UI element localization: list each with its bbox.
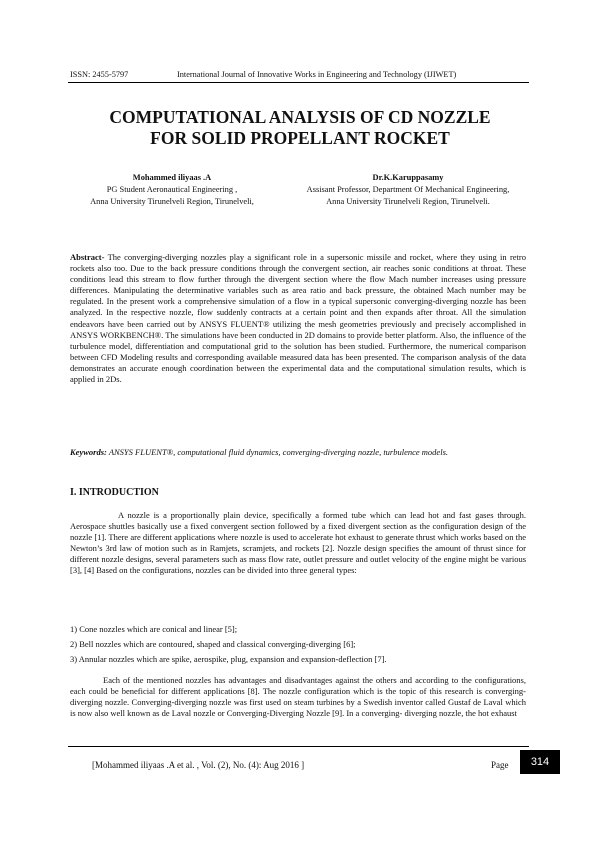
abstract-text: The converging-diverging nozzles play a significant role in a supersonic missile and rocket, where they using in retro rockets also too. Due to the back pressure conditions through the convergent section, air reaches sonic conditions at throat. These conditions lead this stream to flow further through the divergent section where the flow Mach number increases using pressure differences. Manipulating the determinative variables such as area ratio and back pressure, the obtained Mach number may be regulated. In the present work a comprehensive simulation of a flow in a typical supersonic converging-diverging nozzle has been analyzed. In the respective nozzle, flow suddenly contracts at a certain point and then expands after throat. All the simulation endeavors have been carried out by ANSYS FLUENT® utilizing the mesh geometries previously and precisely accomplished in ANSYS WORKBENCH®. The simulations have been conducted in 2D domains to provide better platform. Also, the influence of the turbulence model, differentiation and computational grid to the solution has been studied. Furthermore, the numerical comparison between CFD Modeling results and corresponding available measured data has been presented. The comparison analysis of the data demonstrates an accurate enough coordination between the experimental data and the computational simulation results, which is applied in 2Ds. bbox=[70, 252, 526, 385]
author-name: Mohammed iliyaas .A bbox=[132, 173, 212, 182]
keywords-label: Keywords: bbox=[70, 447, 107, 457]
issn: ISSN: 2455-5797 bbox=[70, 70, 129, 79]
keywords bbox=[70, 447, 526, 458]
abstract-label: Abstract- bbox=[70, 252, 105, 262]
intro-paragraph-1-text: A nozzle is a proportionally plain device, specifically a formed tube which can lead hot and fast gases through. Aerospace shuttles basically use a fixed convergent section followed by a fixed divergent section as the configuration design of the nozzle [1]. There are different applications where nozzle is used to accelerate hot exhaust to generate thrust which works based on the Newton’s 3rd law of motion such as in Ramjets, scramjets, and rockets [2]. Nozzle design specifies the amount of thrust since for different nozzle designs, several parameters such as mass flow rate, outlet pressure and outlet velocity of the engine might be various [3], [4] Based on the configurations, nozzles can be divided into three general types: bbox=[70, 510, 526, 576]
list-item: 2) Bell nozzles which are contoured, shaped and classical converging-diverging [6]; bbox=[70, 638, 356, 649]
page-number-box bbox=[520, 750, 560, 774]
list-item: 1) Cone nozzles which are conical and linear [5]; bbox=[70, 624, 238, 634]
intro-paragraph-2-text: Each of the mentioned nozzles has advantages and disadvantages against the others and according to the configurations, each could be beneficial for different applications [8]. The nozzle configuration which is the topic of this research is converging-diverging nozzle. Converging-diverging nozzle was first used on steam turbines by a Swedish inventor called Gustaf de Laval which is now also well known as de Laval nozzle or Converging-Diverging Nozzle [9]. In a converging- diverging nozzle, the hot exhaust bbox=[70, 675, 526, 719]
author-name: Dr.K.Karuppasamy bbox=[372, 173, 444, 182]
author-block-2 bbox=[283, 172, 533, 208]
page-number: 314 bbox=[530, 756, 550, 768]
intro-paragraph-1 bbox=[70, 510, 526, 577]
title-line-2: FOR SOLID PROPELLANT ROCKET bbox=[150, 128, 450, 148]
footer-rule bbox=[68, 746, 529, 747]
abstract bbox=[70, 252, 526, 385]
section-heading: I. INTRODUCTION bbox=[70, 487, 159, 498]
footer-citation: [Mohammed iliyaas .A et al. , Vol. (2), No. (4): Aug 2016 ] bbox=[92, 760, 305, 770]
paper-title bbox=[60, 107, 540, 149]
keywords-text: ANSYS FLUENT®, computational fluid dynamics, converging-diverging nozzle, turbulence models. bbox=[106, 447, 448, 457]
author-block-1 bbox=[62, 172, 282, 208]
nozzle-types-list bbox=[70, 622, 526, 666]
footer-page-label: Page bbox=[491, 760, 509, 770]
author-affiliation: Anna University Tirunelveli Region, Tirunelveli. bbox=[326, 197, 490, 206]
title-line-1: COMPUTATIONAL ANALYSIS OF CD NOZZLE bbox=[109, 107, 491, 127]
author-role: Assisant Professor, Department Of Mechanical Engineering, bbox=[306, 185, 510, 194]
header-rule bbox=[68, 82, 529, 83]
author-affiliation: Anna University Tirunelveli Region, Tirunelveli, bbox=[90, 197, 254, 206]
intro-paragraph-2 bbox=[70, 675, 526, 719]
list-item: 3) Annular nozzles which are spike, aerospike, plug, expansion and expansion-deflection [7]. bbox=[70, 653, 387, 664]
journal-name: International Journal of Innovative Works in Engineering and Technology (IJIWET) bbox=[177, 70, 457, 79]
author-role: PG Student Aeronautical Engineering , bbox=[106, 185, 238, 194]
